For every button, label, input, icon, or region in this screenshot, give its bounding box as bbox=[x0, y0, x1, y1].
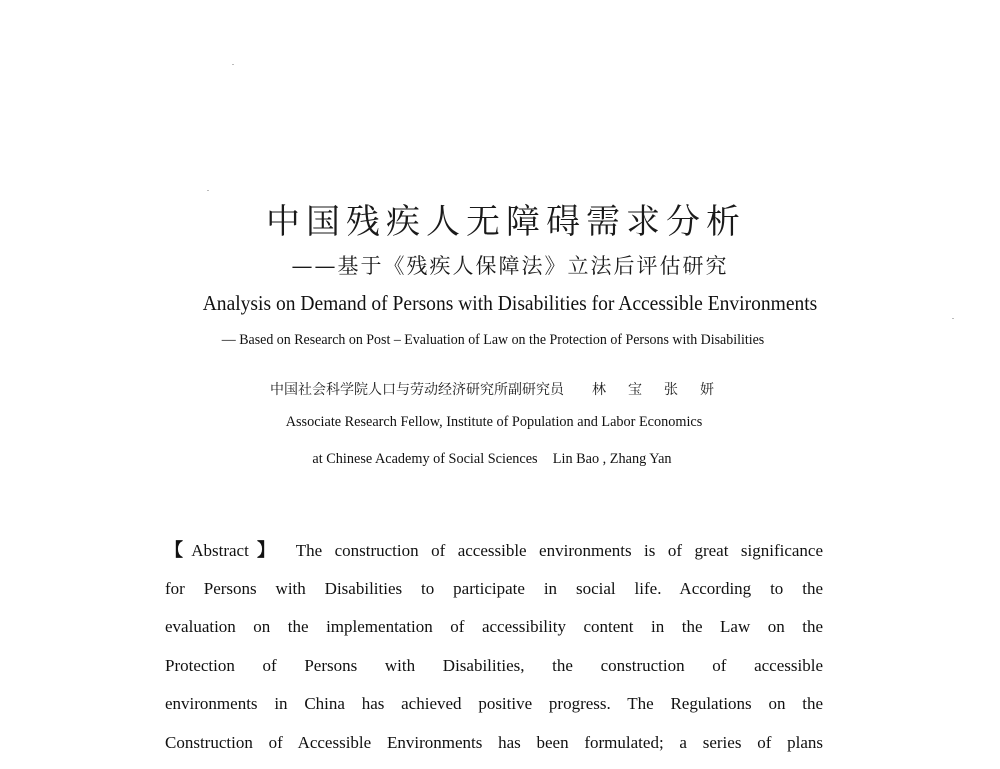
chinese-affiliation: 中国社会科学院人口与劳动经济研究所副研究员 bbox=[270, 382, 564, 398]
chinese-subtitle: ——基于《残疾人保障法》立法后评估研究 bbox=[0, 250, 1000, 280]
abstract-line: evaluation on the implementation of accessibility content in the Law on the bbox=[165, 615, 823, 654]
abstract-line: environments in China has achieved positive progress. The Regulations on the bbox=[165, 692, 823, 731]
author-char: 妍 bbox=[700, 382, 714, 398]
english-affiliation-line-2 bbox=[17, 451, 967, 468]
scan-speck bbox=[207, 190, 209, 191]
abstract-label-text: Abstract bbox=[191, 541, 249, 560]
abstract-line bbox=[165, 538, 823, 577]
english-title: Analysis on Demand of Persons with Disabilities for Accessible Environments bbox=[45, 291, 975, 316]
chinese-affiliation-line bbox=[0, 379, 992, 399]
abstract-bracket-close: 】 bbox=[249, 540, 283, 560]
author-char: 张 bbox=[664, 382, 678, 398]
english-authors: Lin Bao , Zhang Yan bbox=[553, 451, 672, 467]
chinese-authors bbox=[564, 382, 714, 398]
abstract-line: Construction of Accessible Environments has been formulated; a series of plans bbox=[165, 731, 823, 769]
author-char: 林 bbox=[592, 382, 606, 398]
abstract-text: The construction of accessible environments is of great significance bbox=[296, 541, 823, 560]
abstract-label bbox=[165, 541, 283, 560]
scan-speck bbox=[232, 64, 234, 65]
scan-speck bbox=[952, 318, 954, 319]
chinese-title: 中国残疾人无障碍需求分析 bbox=[0, 194, 1000, 243]
english-subtitle: — Based on Research on Post – Evaluation of Law on the Protection of Persons with Disabilities bbox=[28, 332, 958, 349]
abstract-bracket-open: 【 bbox=[165, 540, 191, 560]
abstract bbox=[165, 538, 823, 769]
abstract-line: Protection of Persons with Disabilities, the construction of accessible bbox=[165, 654, 823, 693]
author-char: 宝 bbox=[628, 382, 642, 398]
abstract-line: for Persons with Disabilities to participate in social life. According to the bbox=[165, 577, 823, 616]
english-affiliation-line-1: Associate Research Fellow, Institute of Population and Labor Economics bbox=[19, 414, 969, 431]
english-affiliation-institution: at Chinese Academy of Social Sciences bbox=[312, 451, 537, 467]
